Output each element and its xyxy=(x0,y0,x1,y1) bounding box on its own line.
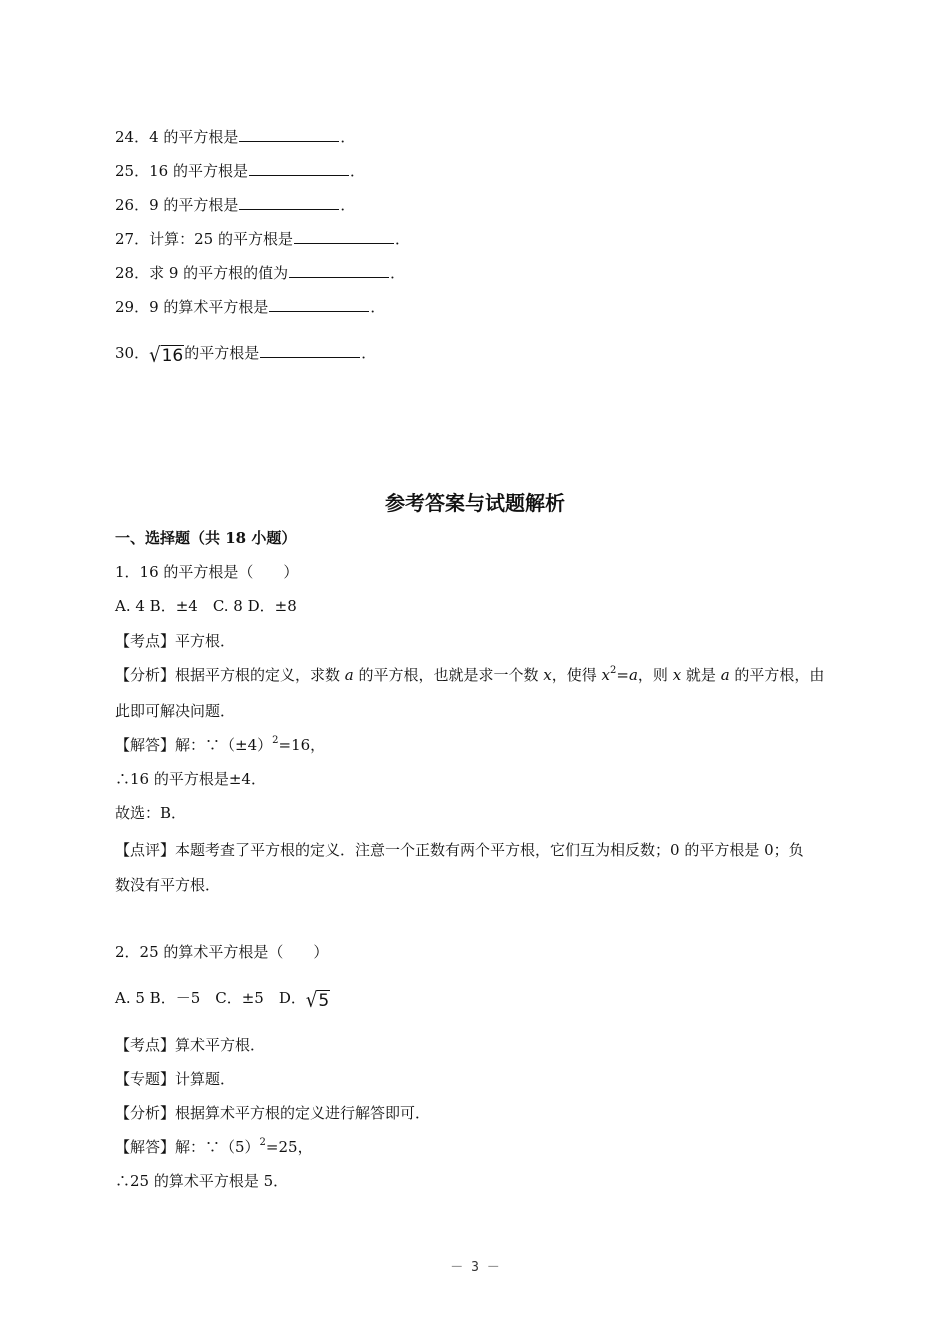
question-text: 的平方根是 xyxy=(184,344,260,362)
q1-jieda xyxy=(115,735,325,755)
question-text: 30． xyxy=(115,344,150,362)
answer-blank[interactable] xyxy=(239,195,339,210)
q1-kaodian: 【考点】平方根． xyxy=(115,632,236,650)
q2-zhuanti: 【专题】计算题． xyxy=(115,1070,236,1088)
q1-fenxi-line2: 此即可解决问题． xyxy=(115,702,236,720)
text: =16， xyxy=(278,736,326,754)
question-27 xyxy=(115,229,410,249)
variable-a: a xyxy=(720,666,730,684)
question-end: ． xyxy=(349,162,365,180)
text: 的平方根，也就是求一个数 xyxy=(353,666,544,684)
text: ，则 xyxy=(637,666,673,684)
question-text: 24．4 的平方根是 xyxy=(115,128,239,146)
q1-choice: 故选：B． xyxy=(115,804,187,822)
answers-title: 参考答案与试题解析 xyxy=(385,491,565,515)
question-25 xyxy=(115,161,365,181)
question-28 xyxy=(115,263,405,283)
q1-options: A. 4 B．±4 C. 8 D．±8 xyxy=(115,597,297,615)
q2-kaodian: 【考点】算术平方根． xyxy=(115,1036,266,1054)
page-number: － 3 － xyxy=(450,1260,500,1275)
variable-x: x xyxy=(601,666,610,684)
text: 就是 xyxy=(681,666,721,684)
variable-a: a xyxy=(344,666,354,684)
variable-a: a xyxy=(628,666,638,684)
text: = xyxy=(616,666,629,684)
answer-blank[interactable] xyxy=(239,127,339,142)
question-text: 28．求 9 的平方根的值为 xyxy=(115,264,289,282)
question-29 xyxy=(115,297,385,317)
radicand: 16 xyxy=(161,346,184,366)
radical-sign-icon: √ xyxy=(149,343,161,368)
q2-therefore: ∴25 的算术平方根是 5． xyxy=(115,1172,289,1190)
question-end: ． xyxy=(340,196,356,214)
text: =25， xyxy=(265,1138,313,1156)
question-end: ． xyxy=(370,298,386,316)
question-text: 27．计算：25 的平方根是 xyxy=(115,230,293,248)
q2-options xyxy=(115,988,330,1011)
question-24 xyxy=(115,127,355,147)
q1-therefore: ∴16 的平方根是±4． xyxy=(115,770,266,788)
text: 【解答】解：∵（±4） xyxy=(115,736,273,754)
q2-jieda xyxy=(115,1137,313,1157)
question-end: ． xyxy=(361,344,377,362)
variable-x: x xyxy=(672,666,682,684)
radical-sign-icon: √ xyxy=(305,988,318,1013)
answer-blank[interactable] xyxy=(249,161,349,176)
exponent: 2 xyxy=(610,665,617,676)
question-text: 25．16 的平方根是 xyxy=(115,162,248,180)
answer-blank[interactable] xyxy=(289,263,389,278)
text: 【解答】解：∵（5） xyxy=(115,1138,260,1156)
q1-dianping-line1: 【点评】本题考查了平方根的定义．注意一个正数有两个平方根，它们互为相反数；0 的平方根是 0；负 xyxy=(115,841,804,859)
text: A. 5 B．－5 C．±5 D． xyxy=(115,989,306,1007)
answer-blank[interactable] xyxy=(269,297,369,312)
square-root-expression xyxy=(149,345,184,366)
exponent: 2 xyxy=(259,1137,266,1148)
exponent: 2 xyxy=(272,735,279,746)
text: 的平方根，由 xyxy=(729,666,825,684)
question-26 xyxy=(115,195,355,215)
text: ，使得 xyxy=(551,666,602,684)
square-root-expression xyxy=(306,990,330,1011)
q2-fenxi: 【分析】根据算术平方根的定义进行解答即可． xyxy=(115,1104,431,1122)
answer-blank[interactable] xyxy=(260,343,360,358)
question-end: ． xyxy=(390,264,406,282)
section-heading: 一、选择题（共 18 小题） xyxy=(115,529,297,547)
variable-x: x xyxy=(543,666,552,684)
question-30 xyxy=(115,343,376,366)
answer-blank[interactable] xyxy=(294,229,394,244)
question-text: 29．9 的算术平方根是 xyxy=(115,298,269,316)
q1-stem: 1．16 的平方根是（ ） xyxy=(115,563,299,581)
question-end: ． xyxy=(340,128,356,146)
question-end: ． xyxy=(394,230,410,248)
text: 【分析】根据平方根的定义，求数 xyxy=(115,666,345,684)
q1-fenxi-line1 xyxy=(115,665,824,685)
question-text: 26．9 的平方根是 xyxy=(115,196,239,214)
radicand: 5 xyxy=(318,991,330,1011)
q1-dianping-line2: 数没有平方根． xyxy=(115,876,221,894)
q2-stem: 2．25 的算术平方根是（ ） xyxy=(115,943,329,961)
